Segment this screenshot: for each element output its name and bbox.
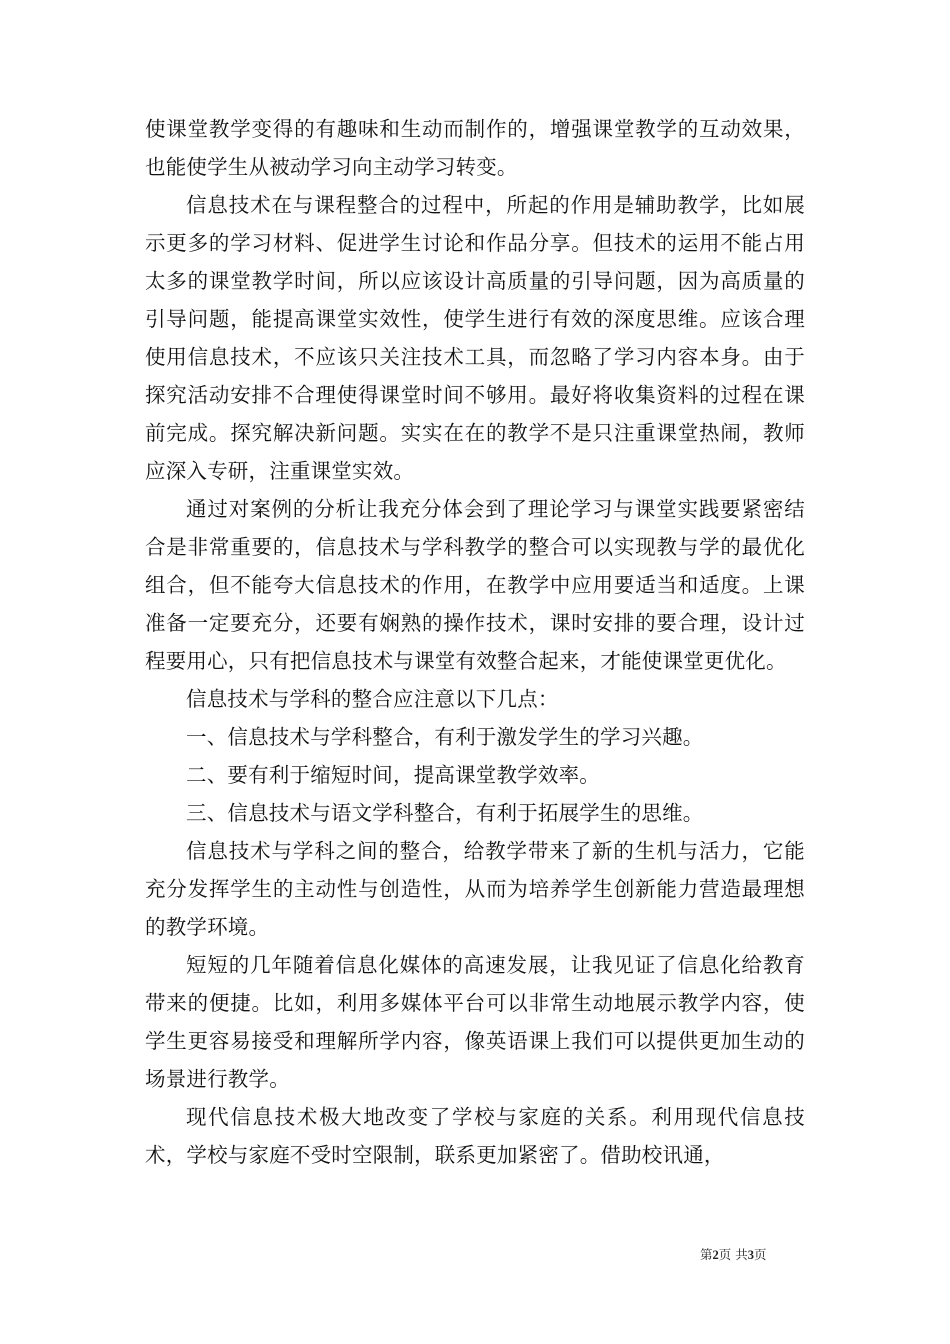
list-item-2: 二、要有利于缩短时间，提高课堂教学效率。 [186,763,600,787]
footer-prefix: 第 [700,1247,713,1262]
paragraph-1: 使课堂教学变得的有趣味和生动而制作的，增强课堂教学的互动效果，也能使学生从被动学习向主动学习转变。 [145,117,805,179]
footer-middle: 页 共 [718,1247,748,1262]
list-item-1: 一、信息技术与学科整合，有利于激发学生的学习兴趣。 [186,725,704,749]
paragraph-3: 通过对案例的分析让我充分体会到了理论学习与课堂实践要紧密结合是非常重要的，信息技术与学科教学的整合可以实现教与学的最优化组合，但不能夸大信息技术的作用，在教学中应用要适当和适度。上课准备一定要充分，还要有娴熟的操作技术，课时安排的要合理，设计过程要用心，只有把信息技术与课堂有效整合起来，才能使课堂更优化。 [145,497,805,673]
page-number-footer [700,1246,840,1264]
footer-suffix: 页 [754,1247,767,1262]
current-page-number: 2 [712,1248,719,1262]
paragraph-2: 信息技术在与课程整合的过程中，所起的作用是辅助教学，比如展示更多的学习材料、促进学生讨论和作品分享。但技术的运用不能占用太多的课堂教学时间，所以应该设计高质量的引导问题，因为高质量的引导问题，能提高课堂实效性，使学生进行有效的深度思维。应该合理使用信息技术，不应该只关注技术工具，而忽略了学习内容本身。由于探究活动安排不合理使得课堂时间不够用。最好将收集资料的过程在课前完成。探究解决新问题。实实在在的教学不是只注重课堂热闹，教师应深入专研，注重课堂实效。 [145,193,805,483]
paragraph-4: 信息技术与学科的整合应注意以下几点： [186,687,559,711]
list-item-3: 三、信息技术与语文学科整合，有利于拓展学生的思维。 [186,801,704,825]
paragraph-6: 短短的几年随着信息化媒体的高速发展，让我见证了信息化给教育带来的便捷。比如，利用多媒体平台可以非常生动地展示教学内容，使学生更容易接受和理解所学内容，像英语课上我们可以提供更加生动的场景进行教学。 [145,953,805,1091]
total-page-number: 3 [747,1248,754,1262]
paragraph-5: 信息技术与学科之间的整合，给教学带来了新的生机与活力，它能充分发挥学生的主动性与创造性，从而为培养学生创新能力营造最理想的教学环境。 [145,839,805,939]
document-body [145,110,805,1174]
paragraph-7: 现代信息技术极大地改变了学校与家庭的关系。利用现代信息技术，学校与家庭不受时空限制，联系更加紧密了。借助校讯通， [145,1105,805,1167]
